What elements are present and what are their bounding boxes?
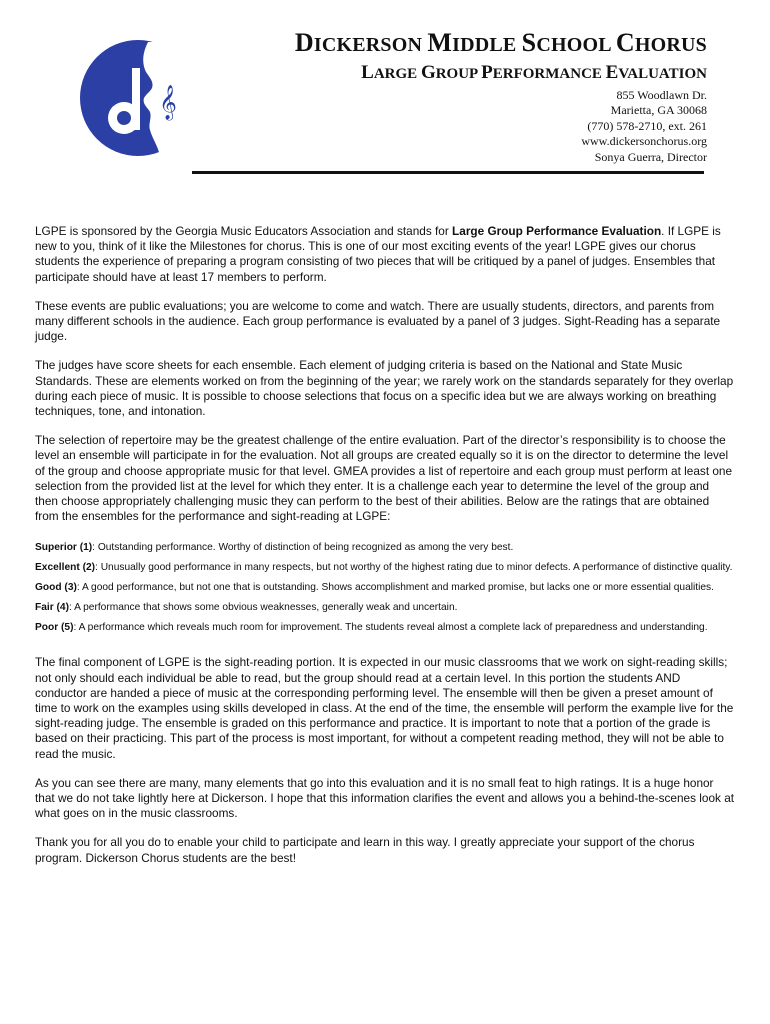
rating-name: Excellent (2) (35, 562, 96, 574)
rating-item (35, 598, 735, 618)
rating-name: Fair (4) (35, 602, 69, 614)
address-website[interactable]: www.dickersonchorus.org (581, 134, 707, 149)
rating-item (35, 618, 735, 638)
subtitle-word: LARGE (361, 62, 421, 83)
subtitle-word: PERFORMANCE (481, 62, 606, 83)
document-title (295, 28, 707, 58)
address-block (581, 88, 707, 165)
document-subtitle (361, 62, 707, 84)
subtitle-word: GROUP (420, 62, 482, 83)
rating-description: : Outstanding performance. Worthy of distinction of being recognized as among the very best. (92, 542, 514, 554)
paragraph-elements: As you can see there are many, many elements that go into this evaluation and it is no small feat to high ratings. It is a huge honor that we do not take lightly here at Dickerson. I hope that this information clarifies the event and allows you a behind-the-scenes look at what goes on in the music classrooms. (35, 775, 735, 821)
rating-item (35, 538, 735, 558)
rating-description: : A performance which reveals much room for improvement. The students reveal almost a complete lack of preparedness and understanding. (73, 622, 708, 634)
paragraph-sight-reading: The final component of LGPE is the sight-reading portion. It is expected in our music classrooms that we work on sight-reading skills; not only should each individual be able to read, but the group should read at a certain level. In this portion the students AND conductor are handed a piece of music at the corresponding performing level. The ensemble will then be given a preset amount of time to work on the examples using skills developed in class. At the end of the time, the ensemble will perform the example live for the sight-reading judge. The ensemble is graded on this performance and practice. It is important to note that a portion of the grade is based on their practicing. This part of the process is most important, for without a competent reading method, they will not be able to read the music. (35, 655, 734, 761)
rating-item (35, 578, 735, 598)
rating-name: Poor (5) (35, 622, 74, 634)
paragraph-intro (35, 224, 735, 285)
address-phone: (770) 578-2710, ext. 261 (587, 118, 707, 133)
rating-name: Superior (1) (35, 542, 93, 554)
title-word: SCHOOL (521, 28, 616, 57)
paragraph-public: These events are public evaluations; you are welcome to come and watch. There are usually students, directors, and parents from many different schools in the audience. Each group performance is evaluated by a panel of 3 judges. Sight-Reading has a separate judge. (35, 298, 721, 344)
document-body (35, 224, 735, 880)
paragraph-text: LGPE is sponsored by the Georgia Music Educators Association and stands for (35, 224, 453, 238)
ratings-list (35, 538, 735, 638)
title-word: MIDDLE (427, 28, 522, 57)
rating-name: Good (3) (35, 582, 77, 594)
paragraph-thanks: Thank you for all you do to enable your child to participate and learn in this way. I greatly appreciate your support of the chorus program. Dickerson Chorus students are the best! (35, 835, 695, 865)
rating-description: : Unusually good performance in many respects, but not worthy of the highest rating due to minor defects. A performance of distinctive quality. (95, 562, 733, 574)
rating-description: : A good performance, but not one that is outstanding. Shows accomplishment and marked promise, but lacks one or more essential qualities. (76, 582, 714, 594)
paragraph-repertoire: The selection of repertoire may be the greatest challenge of the entire evaluation. Part of the director’s responsibility is to choose the level an ensemble will participate in for the evaluation. Not all groups are created equally so it is on the director to determine the level of the group and choose appropriate music for that level. GMEA provides a list of repertoire and each group must perform at least one selection from the provided list at the level for which they enter. It is a challenge each year to determine the level of the group and then choose appropriately challenging music they can perform to the best of their abilities. Below are the ratings that are obtained from the ensembles for the performance and sight-reading at LGPE: (35, 433, 733, 524)
address-director: Sonya Guerra, Director (594, 149, 707, 164)
paragraph-judges: The judges have score sheets for each ensemble. Each element of judging criteria is based on the National and State Music Standards. These are elements worked on from the beginning of the year; we rarely work on the standards separately for they overlap during each piece of music. It is possible to choose selections that focus on a specific idea but we are always working on breathing techniques, tone, and intonation. (35, 358, 734, 419)
paragraph-text: . If LGPE is new to you, think of it like the Milestones for chorus. This is one of our most exciting events of the year! LGPE gives our chorus students the experience of preparing a program consisting of two pieces that will be critiqued by a panel of judges. Ensembles that participate should have at least 17 members to perform. (35, 224, 721, 284)
subtitle-word: EVALUATION (605, 62, 707, 83)
title-word: CHORUS (615, 28, 707, 57)
chorus-logo-icon (78, 38, 198, 158)
address-street: 855 Woodlawn Dr. (616, 88, 707, 102)
rating-description: : A performance that shows some obvious weaknesses, generally weak and uncertain. (68, 602, 458, 614)
header-divider (192, 171, 704, 174)
title-word: DICKERSON (294, 28, 428, 57)
paragraph-bold-term: Large Group Performance Evaluation (452, 224, 662, 238)
address-city: Marietta, GA 30068 (610, 103, 707, 118)
rating-item (35, 558, 735, 578)
svg-text:𝄞: 𝄞 (159, 85, 177, 120)
